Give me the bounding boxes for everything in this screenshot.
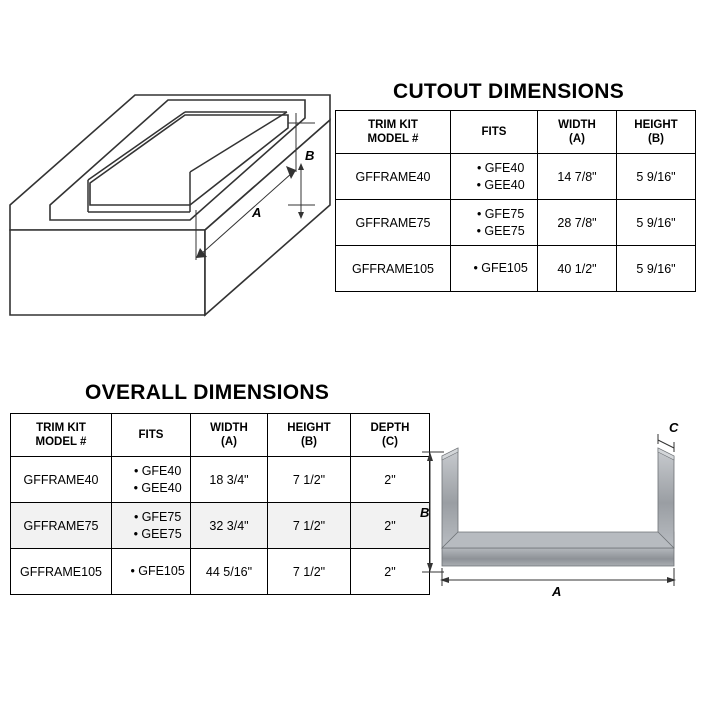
- cell-depth: 2": [351, 457, 430, 503]
- cell-height: 5 9/16": [617, 246, 696, 292]
- cell-width: 28 7/8": [538, 200, 617, 246]
- bullet-icon: •: [133, 526, 139, 541]
- column-header-fits: FITS: [451, 111, 538, 154]
- bullet-icon: •: [476, 223, 482, 238]
- frame-dim-b-label: B: [420, 505, 430, 520]
- cell-model: GFFRAME105: [11, 549, 112, 595]
- column-header-model-line1: TRIM KIT: [368, 118, 418, 131]
- cutout-dimensions-table: [335, 110, 696, 292]
- table-header-row: [336, 111, 696, 154]
- table-row: [336, 154, 696, 200]
- cutout-dim-b-label: B: [305, 148, 315, 163]
- bullet-icon: •: [130, 564, 135, 579]
- column-header-height-line2: (B): [301, 436, 317, 448]
- cell-height: 7 1/2": [268, 503, 351, 549]
- cell-fits: [112, 503, 191, 549]
- cell-fits: [451, 154, 538, 200]
- column-header-model-line2: MODEL #: [35, 436, 87, 448]
- column-header-depth: [351, 414, 430, 457]
- bullet-icon: •: [473, 261, 478, 276]
- fits-value: GEE40: [484, 177, 525, 192]
- table-row: [336, 246, 696, 292]
- cell-height: 5 9/16": [617, 154, 696, 200]
- bullet-icon: •: [476, 177, 482, 192]
- cell-height: 7 1/2": [268, 457, 351, 503]
- column-header-model: [11, 414, 112, 457]
- cell-fits: [112, 457, 191, 503]
- fits-value: GFE75: [484, 206, 525, 221]
- column-header-depth-line1: DEPTH: [370, 421, 410, 434]
- column-header-height: [617, 111, 696, 154]
- cell-width: 14 7/8": [538, 154, 617, 200]
- frame-dim-c-label: C: [669, 420, 679, 435]
- cell-width: 40 1/2": [538, 246, 617, 292]
- bullet-icon: •: [133, 509, 139, 524]
- table-row: [11, 503, 430, 549]
- cell-fits: [451, 200, 538, 246]
- cell-model: GFFRAME75: [11, 503, 112, 549]
- frame-dim-a-label: A: [552, 584, 562, 599]
- cell-model: GFFRAME40: [336, 154, 451, 200]
- column-header-model: [336, 111, 451, 154]
- table-row: [11, 549, 430, 595]
- column-header-depth-line2: (C): [382, 436, 398, 448]
- column-header-model-line2: MODEL #: [367, 133, 419, 145]
- table-row: [11, 457, 430, 503]
- cell-depth: 2": [351, 549, 430, 595]
- column-header-width-line1: WIDTH: [558, 118, 596, 131]
- fits-value: GFE105: [481, 261, 528, 276]
- overall-dimensions-table: [10, 413, 430, 595]
- column-header-width-line2: (A): [569, 133, 585, 145]
- column-header-height-line2: (B): [648, 133, 664, 145]
- cell-fits: [451, 246, 538, 292]
- cutout-dimensions-title: CUTOUT DIMENSIONS: [393, 80, 625, 103]
- bullet-icon: •: [476, 206, 482, 221]
- column-header-width: [191, 414, 268, 457]
- cutout-drawing: [0, 60, 340, 355]
- overall-dimensions-title: OVERALL DIMENSIONS: [85, 381, 330, 404]
- column-header-width: [538, 111, 617, 154]
- fits-value: GFE40: [484, 160, 525, 175]
- cell-height: 7 1/2": [268, 549, 351, 595]
- cell-fits: [112, 549, 191, 595]
- cutout-dim-a-label: A: [252, 205, 262, 220]
- fits-value: GEE40: [141, 480, 182, 495]
- column-header-width-line1: WIDTH: [210, 421, 248, 434]
- trim-kit-frame-drawing: [420, 420, 700, 605]
- cell-model: GFFRAME40: [11, 457, 112, 503]
- cell-width: 18 3/4": [191, 457, 268, 503]
- fits-value: GEE75: [484, 223, 525, 238]
- bullet-icon: •: [133, 463, 139, 478]
- fits-value: GEE75: [141, 526, 182, 541]
- cell-model: GFFRAME105: [336, 246, 451, 292]
- bullet-icon: •: [476, 160, 482, 175]
- bullet-icon: •: [133, 480, 139, 495]
- cell-width: 44 5/16": [191, 549, 268, 595]
- table-header-row: [11, 414, 430, 457]
- cell-width: 32 3/4": [191, 503, 268, 549]
- column-header-width-line2: (A): [221, 436, 237, 448]
- column-header-height-line1: HEIGHT: [634, 118, 678, 131]
- column-header-height-line1: HEIGHT: [287, 421, 331, 434]
- cell-depth: 2": [351, 503, 430, 549]
- cell-height: 5 9/16": [617, 200, 696, 246]
- fits-value: GFE40: [141, 463, 182, 478]
- table-row: [336, 200, 696, 246]
- fits-value: GFE105: [138, 564, 185, 579]
- fits-value: GFE75: [141, 509, 182, 524]
- column-header-fits: FITS: [112, 414, 191, 457]
- column-header-model-line1: TRIM KIT: [36, 421, 86, 434]
- column-header-height: [268, 414, 351, 457]
- cell-model: GFFRAME75: [336, 200, 451, 246]
